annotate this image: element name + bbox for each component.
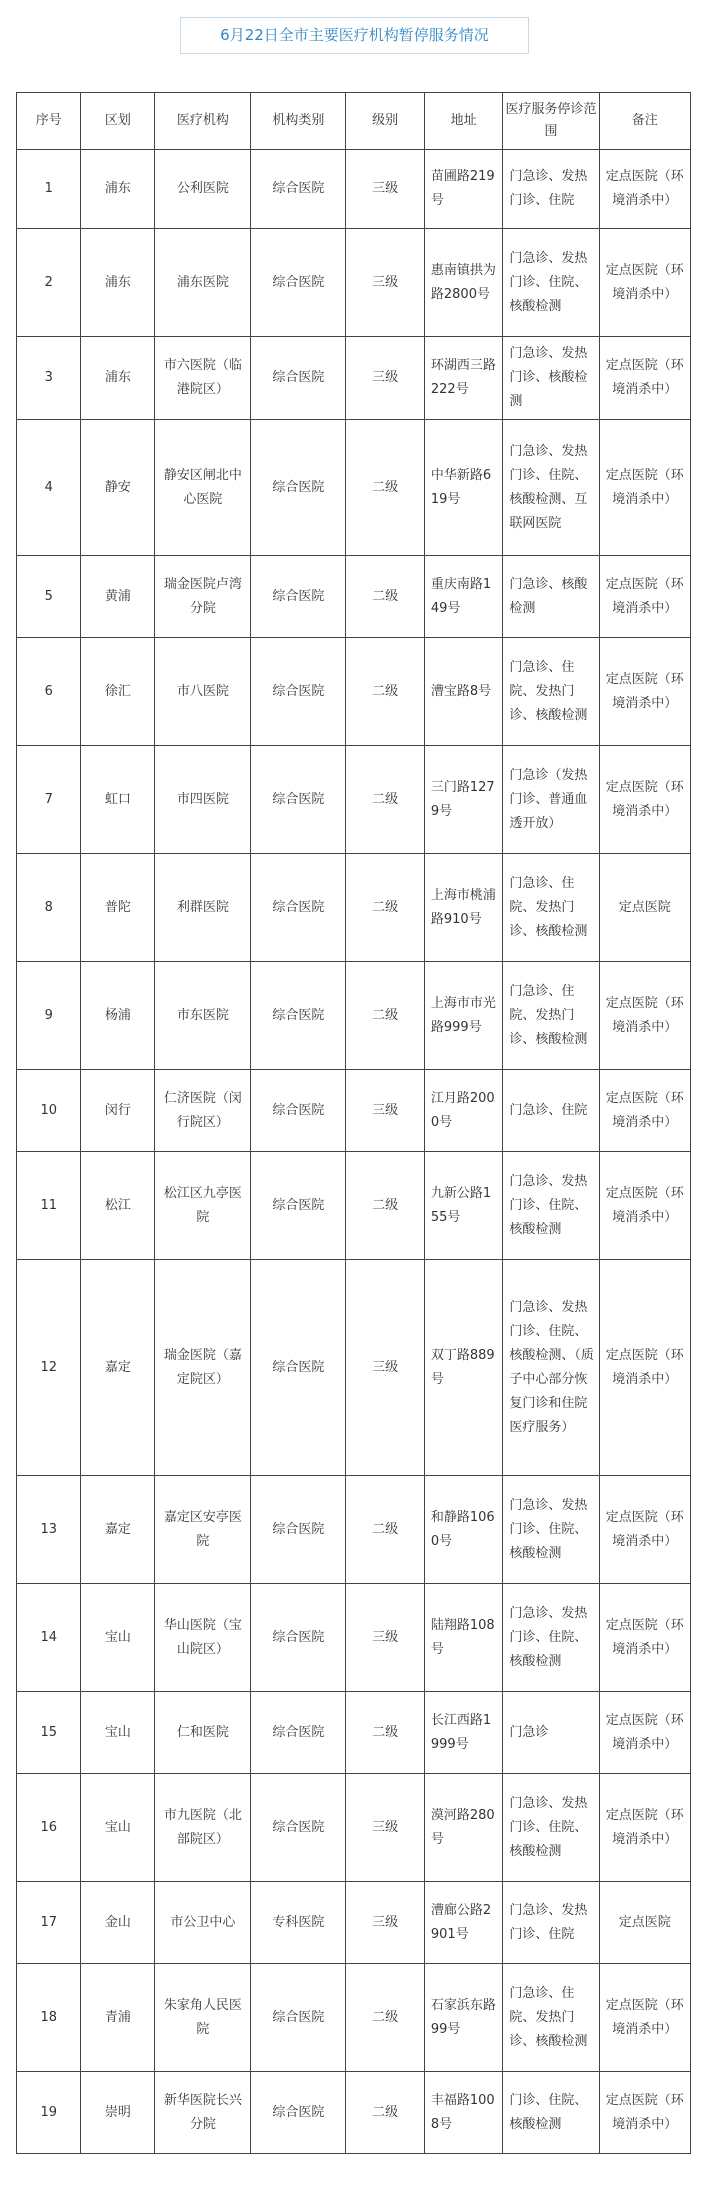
- table-row: [17, 229, 691, 337]
- cell-category: 专科医院: [251, 1882, 346, 1964]
- cell-district: 嘉定: [81, 1476, 155, 1584]
- cell-remark: 定点医院（环境消杀中）: [599, 1476, 690, 1584]
- cell-address: 漕廊公路2901号: [424, 1882, 503, 1964]
- cell-district: 宝山: [81, 1774, 155, 1882]
- cell-level: 二级: [346, 746, 425, 854]
- cell-scope: 门急诊、住院、发热门诊、核酸检测: [503, 962, 599, 1070]
- cell-institution: 市公卫中心: [155, 1882, 251, 1964]
- table-row: [17, 854, 691, 962]
- cell-address: 上海市桃浦路910号: [424, 854, 503, 962]
- cell-district: 金山: [81, 1882, 155, 1964]
- cell-level: 二级: [346, 1152, 425, 1260]
- header-scope: 医疗服务停诊范围: [503, 93, 599, 150]
- table-row: [17, 420, 691, 556]
- cell-district: 宝山: [81, 1692, 155, 1774]
- cell-scope: 门急诊、住院、发热门诊、核酸检测: [503, 638, 599, 746]
- table-row: [17, 638, 691, 746]
- cell-scope: 门急诊（发热门诊、普通血透开放）: [503, 746, 599, 854]
- cell-address: 双丁路889号: [424, 1260, 503, 1476]
- cell-institution: 市八医院: [155, 638, 251, 746]
- cell-level: 二级: [346, 1692, 425, 1774]
- cell-scope: 门急诊、发热门诊、住院、核酸检测、互联网医院: [503, 420, 599, 556]
- cell-no: 1: [17, 150, 81, 229]
- cell-remark: 定点医院（环境消杀中）: [599, 1584, 690, 1692]
- table-row: [17, 746, 691, 854]
- cell-scope: 门急诊、发热门诊、住院、核酸检测: [503, 1774, 599, 1882]
- cell-no: 11: [17, 1152, 81, 1260]
- cell-remark: 定点医院（环境消杀中）: [599, 2072, 690, 2154]
- cell-district: 嘉定: [81, 1260, 155, 1476]
- cell-district: 崇明: [81, 2072, 155, 2154]
- table-row: [17, 556, 691, 638]
- cell-level: 二级: [346, 420, 425, 556]
- table-row: [17, 962, 691, 1070]
- cell-address: 三门路1279号: [424, 746, 503, 854]
- cell-remark: 定点医院（环境消杀中）: [599, 150, 690, 229]
- table-row: [17, 1070, 691, 1152]
- cell-category: 综合医院: [251, 962, 346, 1070]
- cell-level: 二级: [346, 2072, 425, 2154]
- table-row: [17, 1476, 691, 1584]
- cell-remark: 定点医院（环境消杀中）: [599, 638, 690, 746]
- cell-scope: 门急诊、发热门诊、住院、核酸检测、（质子中心部分恢复门诊和住院医疗服务）: [503, 1260, 599, 1476]
- cell-no: 14: [17, 1584, 81, 1692]
- header-no: 序号: [17, 93, 81, 150]
- cell-level: 二级: [346, 1964, 425, 2072]
- cell-district: 闵行: [81, 1070, 155, 1152]
- cell-level: 二级: [346, 556, 425, 638]
- cell-institution: 仁济医院（闵行院区）: [155, 1070, 251, 1152]
- cell-remark: 定点医院（环境消杀中）: [599, 337, 690, 420]
- cell-level: 三级: [346, 1584, 425, 1692]
- cell-scope: 门急诊、发热门诊、核酸检测: [503, 337, 599, 420]
- cell-address: 漕宝路8号: [424, 638, 503, 746]
- cell-remark: 定点医院（环境消杀中）: [599, 962, 690, 1070]
- cell-no: 10: [17, 1070, 81, 1152]
- cell-no: 17: [17, 1882, 81, 1964]
- cell-scope: 门急诊、发热门诊、住院: [503, 150, 599, 229]
- cell-address: 陆翔路108号: [424, 1584, 503, 1692]
- cell-district: 青浦: [81, 1964, 155, 2072]
- cell-category: 综合医院: [251, 1774, 346, 1882]
- cell-address: 九新公路155号: [424, 1152, 503, 1260]
- cell-address: 重庆南路149号: [424, 556, 503, 638]
- header-address: 地址: [424, 93, 503, 150]
- cell-category: 综合医院: [251, 1476, 346, 1584]
- table-row: [17, 1964, 691, 2072]
- cell-category: 综合医院: [251, 420, 346, 556]
- cell-category: 综合医院: [251, 1692, 346, 1774]
- cell-address: 长江西路1999号: [424, 1692, 503, 1774]
- cell-institution: 浦东医院: [155, 229, 251, 337]
- cell-remark: 定点医院（环境消杀中）: [599, 1692, 690, 1774]
- cell-scope: 门急诊、发热门诊、住院、核酸检测: [503, 229, 599, 337]
- cell-address: 江月路2000号: [424, 1070, 503, 1152]
- cell-level: 三级: [346, 229, 425, 337]
- cell-level: 三级: [346, 1882, 425, 1964]
- cell-remark: 定点医院（环境消杀中）: [599, 229, 690, 337]
- header-institution: 医疗机构: [155, 93, 251, 150]
- cell-district: 黄浦: [81, 556, 155, 638]
- cell-level: 三级: [346, 1774, 425, 1882]
- cell-institution: 华山医院（宝山院区）: [155, 1584, 251, 1692]
- cell-district: 宝山: [81, 1584, 155, 1692]
- cell-level: 三级: [346, 1260, 425, 1476]
- cell-no: 9: [17, 962, 81, 1070]
- cell-district: 虹口: [81, 746, 155, 854]
- cell-address: 环湖西三路222号: [424, 337, 503, 420]
- cell-no: 7: [17, 746, 81, 854]
- cell-institution: 市东医院: [155, 962, 251, 1070]
- table-row: [17, 1260, 691, 1476]
- table-row: [17, 1152, 691, 1260]
- header-category: 机构类别: [251, 93, 346, 150]
- cell-remark: 定点医院（环境消杀中）: [599, 1964, 690, 2072]
- cell-no: 4: [17, 420, 81, 556]
- title-area: [0, 0, 705, 78]
- cell-district: 徐汇: [81, 638, 155, 746]
- cell-institution: 瑞金医院（嘉定院区）: [155, 1260, 251, 1476]
- cell-remark: 定点医院（环境消杀中）: [599, 1070, 690, 1152]
- cell-institution: 朱家角人民医院: [155, 1964, 251, 2072]
- cell-category: 综合医院: [251, 638, 346, 746]
- cell-level: 二级: [346, 1476, 425, 1584]
- cell-category: 综合医院: [251, 337, 346, 420]
- cell-no: 6: [17, 638, 81, 746]
- cell-district: 杨浦: [81, 962, 155, 1070]
- cell-no: 3: [17, 337, 81, 420]
- cell-category: 综合医院: [251, 1584, 346, 1692]
- cell-remark: 定点医院: [599, 854, 690, 962]
- cell-scope: 门急诊、发热门诊、住院、核酸检测: [503, 1584, 599, 1692]
- cell-address: 苗圃路219号: [424, 150, 503, 229]
- cell-scope: 门诊、住院、核酸检测: [503, 2072, 599, 2154]
- cell-category: 综合医院: [251, 2072, 346, 2154]
- cell-no: 12: [17, 1260, 81, 1476]
- cell-address: 惠南镇拱为路2800号: [424, 229, 503, 337]
- cell-scope: 门急诊、发热门诊、住院、核酸检测: [503, 1152, 599, 1260]
- cell-category: 综合医院: [251, 150, 346, 229]
- cell-address: 丰福路1008号: [424, 2072, 503, 2154]
- cell-level: 三级: [346, 1070, 425, 1152]
- cell-institution: 静安区闸北中心医院: [155, 420, 251, 556]
- cell-institution: 市四医院: [155, 746, 251, 854]
- table-row: [17, 1774, 691, 1882]
- cell-level: 三级: [346, 150, 425, 229]
- cell-scope: 门急诊、发热门诊、住院: [503, 1882, 599, 1964]
- cell-scope: 门急诊、住院: [503, 1070, 599, 1152]
- cell-no: 13: [17, 1476, 81, 1584]
- cell-scope: 门急诊: [503, 1692, 599, 1774]
- cell-institution: 利群医院: [155, 854, 251, 962]
- cell-category: 综合医院: [251, 1070, 346, 1152]
- cell-level: 二级: [346, 962, 425, 1070]
- cell-address: 石家浜东路99号: [424, 1964, 503, 2072]
- cell-address: 漠河路280号: [424, 1774, 503, 1882]
- table-row: [17, 1692, 691, 1774]
- cell-district: 普陀: [81, 854, 155, 962]
- table-row: [17, 337, 691, 420]
- cell-district: 松江: [81, 1152, 155, 1260]
- cell-remark: 定点医院（环境消杀中）: [599, 556, 690, 638]
- cell-institution: 市九医院（北部院区）: [155, 1774, 251, 1882]
- cell-no: 18: [17, 1964, 81, 2072]
- cell-no: 16: [17, 1774, 81, 1882]
- table-row: [17, 1882, 691, 1964]
- cell-no: 2: [17, 229, 81, 337]
- cell-scope: 门急诊、住院、发热门诊、核酸检测: [503, 854, 599, 962]
- cell-scope: 门急诊、住院、发热门诊、核酸检测: [503, 1964, 599, 2072]
- cell-institution: 瑞金医院卢湾分院: [155, 556, 251, 638]
- cell-level: 三级: [346, 337, 425, 420]
- cell-remark: 定点医院（环境消杀中）: [599, 1152, 690, 1260]
- cell-institution: 嘉定区安亭医院: [155, 1476, 251, 1584]
- cell-institution: 仁和医院: [155, 1692, 251, 1774]
- cell-district: 静安: [81, 420, 155, 556]
- cell-address: 上海市市光路999号: [424, 962, 503, 1070]
- cell-institution: 公利医院: [155, 150, 251, 229]
- cell-category: 综合医院: [251, 556, 346, 638]
- cell-no: 19: [17, 2072, 81, 2154]
- cell-institution: 市六医院（临港院区）: [155, 337, 251, 420]
- cell-category: 综合医院: [251, 229, 346, 337]
- cell-remark: 定点医院（环境消杀中）: [599, 420, 690, 556]
- cell-no: 5: [17, 556, 81, 638]
- table-body: [17, 150, 691, 2154]
- table-row: [17, 150, 691, 229]
- cell-category: 综合医院: [251, 746, 346, 854]
- cell-remark: 定点医院（环境消杀中）: [599, 746, 690, 854]
- cell-category: 综合医院: [251, 1260, 346, 1476]
- table-row: [17, 2072, 691, 2154]
- header-remark: 备注: [599, 93, 690, 150]
- cell-category: 综合医院: [251, 1964, 346, 2072]
- table-row: [17, 1584, 691, 1692]
- cell-level: 二级: [346, 638, 425, 746]
- cell-district: 浦东: [81, 150, 155, 229]
- cell-remark: 定点医院: [599, 1882, 690, 1964]
- cell-district: 浦东: [81, 229, 155, 337]
- cell-category: 综合医院: [251, 1152, 346, 1260]
- cell-category: 综合医院: [251, 854, 346, 962]
- cell-institution: 松江区九亭医院: [155, 1152, 251, 1260]
- cell-scope: 门急诊、发热门诊、住院、核酸检测: [503, 1476, 599, 1584]
- header-level: 级别: [346, 93, 425, 150]
- hospital-table: [16, 92, 691, 2154]
- cell-address: 和静路1060号: [424, 1476, 503, 1584]
- cell-institution: 新华医院长兴分院: [155, 2072, 251, 2154]
- header-district: 区划: [81, 93, 155, 150]
- cell-scope: 门急诊、核酸检测: [503, 556, 599, 638]
- cell-no: 8: [17, 854, 81, 962]
- cell-district: 浦东: [81, 337, 155, 420]
- table-header-row: [17, 93, 691, 150]
- page-title: 6月22日全市主要医疗机构暂停服务情况: [180, 17, 529, 54]
- cell-remark: 定点医院（环境消杀中）: [599, 1260, 690, 1476]
- cell-remark: 定点医院（环境消杀中）: [599, 1774, 690, 1882]
- cell-address: 中华新路619号: [424, 420, 503, 556]
- cell-no: 15: [17, 1692, 81, 1774]
- cell-level: 二级: [346, 854, 425, 962]
